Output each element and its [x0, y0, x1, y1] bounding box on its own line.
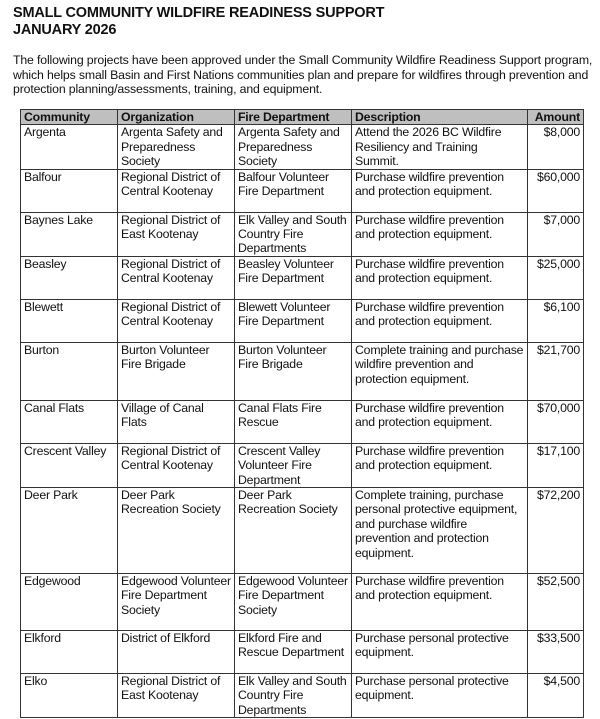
cell-organization: Regional District of Central Kootenay	[118, 299, 235, 342]
table-row	[21, 212, 584, 256]
cell-fire-department: Elk Valley and South Country Fire Departments	[235, 212, 352, 256]
cell-organization: Argenta Safety and Preparedness Society	[118, 125, 235, 169]
header-community: Community	[21, 110, 118, 125]
cell-amount: $8,000	[528, 125, 584, 169]
cell-community: Crescent Valley	[21, 443, 118, 487]
cell-organization: Deer Park Recreation Society	[118, 488, 235, 574]
cell-organization: Regional District of Central Kootenay	[118, 443, 235, 487]
cell-amount: $25,000	[528, 256, 584, 299]
table-header-row	[21, 110, 584, 125]
cell-organization: Edgewood Volunteer Fire Department Society	[118, 574, 235, 631]
cell-community: Balfour	[21, 169, 118, 212]
cell-fire-department: Blewett Volunteer Fire Department	[235, 299, 352, 342]
cell-description: Purchase wildfire prevention and protection equipment.	[352, 574, 528, 631]
table-row	[21, 342, 584, 400]
table-row	[21, 169, 584, 212]
cell-description: Complete training, purchase personal protective equipment, and purchase wildfire prevention and protection equipment.	[352, 488, 528, 574]
cell-fire-department: Burton Volunteer Fire Brigade	[235, 342, 352, 400]
cell-organization: Burton Volunteer Fire Brigade	[118, 342, 235, 400]
table-row	[21, 299, 584, 342]
cell-amount: $21,700	[528, 342, 584, 400]
cell-amount: $17,100	[528, 443, 584, 487]
cell-organization: District of Elkford	[118, 631, 235, 674]
cell-description: Purchase wildfire prevention and protection equipment.	[352, 299, 528, 342]
cell-description: Attend the 2026 BC Wildfire Resiliency and Training Summit.	[352, 125, 528, 169]
cell-community: Edgewood	[21, 574, 118, 631]
cell-community: Deer Park	[21, 488, 118, 574]
cell-fire-department: Elk Valley and South Country Fire Departments	[235, 674, 352, 718]
intro-paragraph: The following projects have been approved under the Small Community Wildfire Readiness Support program, which helps small Basin and First Nations communities plan and prepare for wildfires through prevention and protection planning/assessments, training, and equipment.	[13, 53, 593, 96]
cell-amount: $60,000	[528, 169, 584, 212]
cell-community: Baynes Lake	[21, 212, 118, 256]
table-row	[21, 443, 584, 487]
cell-organization: Regional District of Central Kootenay	[118, 256, 235, 299]
table-row	[21, 574, 584, 631]
cell-description: Purchase wildfire prevention and protection equipment.	[352, 169, 528, 212]
cell-description: Purchase wildfire prevention and protection equipment.	[352, 212, 528, 256]
cell-fire-department: Elkford Fire and Rescue Department	[235, 631, 352, 674]
cell-amount: $52,500	[528, 574, 584, 631]
cell-amount: $70,000	[528, 400, 584, 443]
cell-organization: Village of Canal Flats	[118, 400, 235, 443]
title-line-1: SMALL COMMUNITY WILDFIRE READINESS SUPPORT	[13, 5, 385, 21]
cell-description: Purchase wildfire prevention and protection equipment.	[352, 256, 528, 299]
cell-description: Purchase wildfire prevention and protection equipment.	[352, 443, 528, 487]
cell-amount: $4,500	[528, 674, 584, 718]
table-row	[21, 631, 584, 674]
cell-organization: Regional District of East Kootenay	[118, 212, 235, 256]
cell-organization: Regional District of East Kootenay	[118, 674, 235, 718]
table-row	[21, 488, 584, 574]
title-line-2: JANUARY 2026	[13, 22, 117, 38]
table-row	[21, 400, 584, 443]
cell-fire-department: Deer Park Recreation Society	[235, 488, 352, 574]
table-row	[21, 674, 584, 718]
table-row	[21, 256, 584, 299]
cell-organization: Regional District of Central Kootenay	[118, 169, 235, 212]
cell-fire-department: Beasley Volunteer Fire Department	[235, 256, 352, 299]
cell-amount: $72,200	[528, 488, 584, 574]
cell-fire-department: Balfour Volunteer Fire Department	[235, 169, 352, 212]
cell-fire-department: Edgewood Volunteer Fire Department Society	[235, 574, 352, 631]
cell-description: Purchase personal protective equipment.	[352, 674, 528, 718]
header-fire-department: Fire Department	[235, 110, 352, 125]
cell-description: Complete training and purchase wildfire prevention and protection equipment.	[352, 342, 528, 400]
cell-amount: $7,000	[528, 212, 584, 256]
cell-amount: $33,500	[528, 631, 584, 674]
cell-community: Blewett	[21, 299, 118, 342]
document-title	[13, 5, 384, 39]
cell-community: Beasley	[21, 256, 118, 299]
cell-description: Purchase personal protective equipment.	[352, 631, 528, 674]
cell-community: Elkford	[21, 631, 118, 674]
cell-amount: $6,100	[528, 299, 584, 342]
header-organization: Organization	[118, 110, 235, 125]
cell-fire-department: Canal Flats Fire Rescue	[235, 400, 352, 443]
cell-community: Canal Flats	[21, 400, 118, 443]
cell-community: Elko	[21, 674, 118, 718]
cell-description: Purchase wildfire prevention and protection equipment.	[352, 400, 528, 443]
header-amount: Amount	[528, 110, 584, 125]
cell-fire-department: Argenta Safety and Preparedness Society	[235, 125, 352, 169]
cell-community: Argenta	[21, 125, 118, 169]
header-description: Description	[352, 110, 528, 125]
projects-table	[20, 109, 584, 718]
cell-fire-department: Crescent Valley Volunteer Fire Department	[235, 443, 352, 487]
table-row	[21, 125, 584, 169]
cell-community: Burton	[21, 342, 118, 400]
